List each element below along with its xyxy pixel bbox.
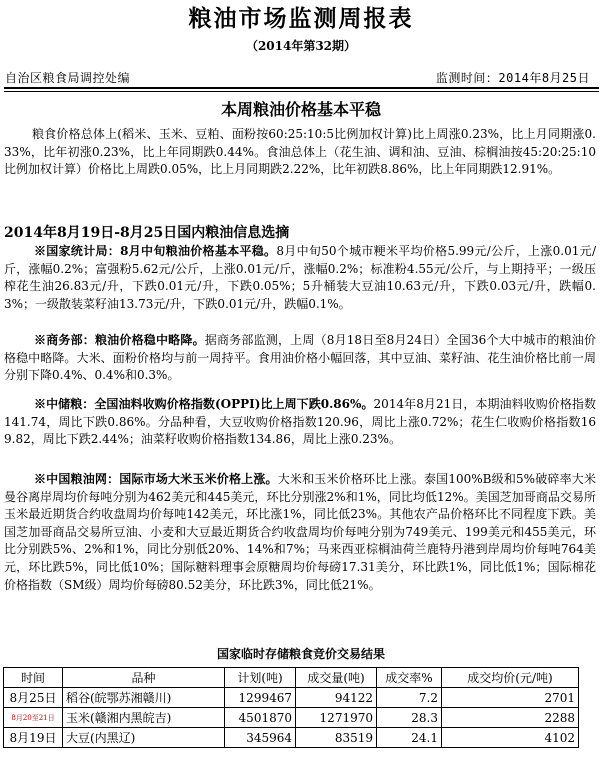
news-item-cngrain [4, 471, 596, 594]
summary-headline: 本周粮油价格基本平稳 [220, 100, 381, 119]
cell-volume: 94122 [296, 688, 377, 708]
cell-price: 2288 [442, 708, 579, 728]
col-header-rate: 成交率% [377, 668, 442, 688]
col-header-volume: 成交量(吨) [296, 668, 377, 688]
monitor-time: 监测时间：2014年8月25日 [435, 71, 590, 85]
cell-price: 4102 [442, 728, 579, 748]
domestic-section-title: 2014年8月19日-8月25日国内粮油信息选摘 [4, 225, 290, 241]
cell-plan: 1299467 [225, 688, 296, 708]
auction-table-title: 国家临时存储粮食竞价交易结果 [216, 647, 385, 661]
news-body: 大米和玉米价格环比上涨。泰国100%B级和5%破碎率大米曼谷离岸周均价每吨分别为462美元和445美元，环比分别涨2%和1%，同比均低12%。美国芝加哥商品交易所玉米最近期货合约收盘周均价每吨142美元，环比涨1%，同比低23%。其他农产品价格环比不同程度下跌。美国芝加哥商品交易所豆油、小麦和大豆最近期货合约收盘周均价每吨分别为749美元、199美元和455美元，环比分别跌5%、2%和1%，同比分别低20%、14%和7%；马来西亚棕榈油荷兰鹿特丹港到岸周均价每吨764美元，环比跌5%，同比低10%；国际糖料理事会原糖周均价每磅17.31美分，环比跌1%，同比低1%；国际棉花价格指数（SM级）周均价每磅80.52美分，环比跌3%，同比低21%。 [4, 472, 596, 592]
cell-plan: 345964 [225, 728, 296, 748]
news-body: 8月中旬50个城市粳米平均价格5.99元/公斤，上涨0.01元/斤，涨幅0.2%；富强粉5.62元/公斤，上涨0.01元/斤，涨幅0.2%；标准粉4.55元/公斤，与上期持平；一级压榨花生油26.83元/升，下跌0.01元/升，下跌0.05%；5升桶装大豆油10.63元/升，下跌0.03元/升，跌幅0.3%；一级散装菜籽油13.73元/升，下跌0.01元/升，跌幅0.1%。 [4, 244, 596, 311]
cell-plan: 4501870 [225, 708, 296, 728]
table-row [4, 688, 579, 708]
cell-rate: 7.2 [377, 688, 442, 708]
cell-variety: 大豆(内黑辽) [63, 728, 225, 748]
col-header-plan: 计划(吨) [225, 668, 296, 688]
news-item-sinograin [4, 396, 596, 449]
cell-rate: 24.1 [377, 728, 442, 748]
news-item-mofcom [4, 332, 596, 385]
header-rule-thin [4, 91, 599, 92]
cell-date: 8月25日 [4, 688, 63, 708]
news-lead: ※国家统计局：8月中旬粮油价格基本平稳。 [34, 244, 277, 258]
report-title: 粮油市场监测周报表 [188, 5, 414, 32]
news-item-nbs [4, 243, 596, 313]
news-lead: ※中储粮：全国油料收购价格指数(OPPI)比上周下跌0.86%。 [34, 397, 374, 411]
col-header-price: 成交均价(元/吨) [442, 668, 579, 688]
auction-table [3, 667, 579, 748]
news-lead: ※商务部：粮油价格稳中略降。 [34, 333, 205, 347]
cell-date: 8月20至21日 [4, 708, 63, 728]
table-header-row [4, 668, 579, 688]
cell-variety: 稻谷(皖鄂苏湘赣川) [63, 688, 225, 708]
table-row [4, 728, 579, 748]
cell-date: 8月19日 [4, 728, 63, 748]
col-header-variety: 品种 [63, 668, 225, 688]
cell-rate: 28.3 [377, 708, 442, 728]
editor-org: 自治区粮食局调控处编 [5, 71, 131, 85]
news-body: 据商务部监测，上周（8月18日至8月24日）全国36个大中城市的粮油价格稳中略降。大米、面粉价格均与前一周持平。食用油价格小幅回落，其中豆油、菜籽油、花生油价格比前一周分别下降0.4%、0.4%和0.3%。 [4, 333, 596, 383]
header-rule-thick [4, 87, 599, 89]
table-row [4, 708, 579, 728]
cell-volume: 83519 [296, 728, 377, 748]
summary-body: 粮食价格总体上(稻米、玉米、豆粕、面粉按60:25:10:5比例加权计算)比上周涨0.23%，比上月同期涨0.33%，比年初涨0.23%，比上年同期跌0.44%。食油总体上（花生油、调和油、豆油、棕榈油按45:20:25:10比例加权计算）价格比上周跌0.05%，比上月同期跌2.22%，比年初跌8.86%，比上年同期跌12.91%。 [4, 127, 596, 177]
cell-price: 2701 [442, 688, 579, 708]
issue-number: （2014年第32期） [245, 39, 357, 53]
news-lead: ※中国粮油网：国际市场大米玉米价格上涨。 [34, 472, 278, 486]
cell-variety: 玉米(赣湘内黑皖吉) [63, 708, 225, 728]
col-header-date: 时间 [4, 668, 63, 688]
news-body: 2014年8月21日，本期油料收购价格指数141.74，周比下跌0.86%。分品种看，大豆收购价格指数120.96，周比上涨0.72%；花生仁收购价格指数169.82，周比下跌2.44%；油菜籽收购价格指数134.86，周比上涨0.23%。 [4, 397, 596, 447]
cell-volume: 1271970 [296, 708, 377, 728]
